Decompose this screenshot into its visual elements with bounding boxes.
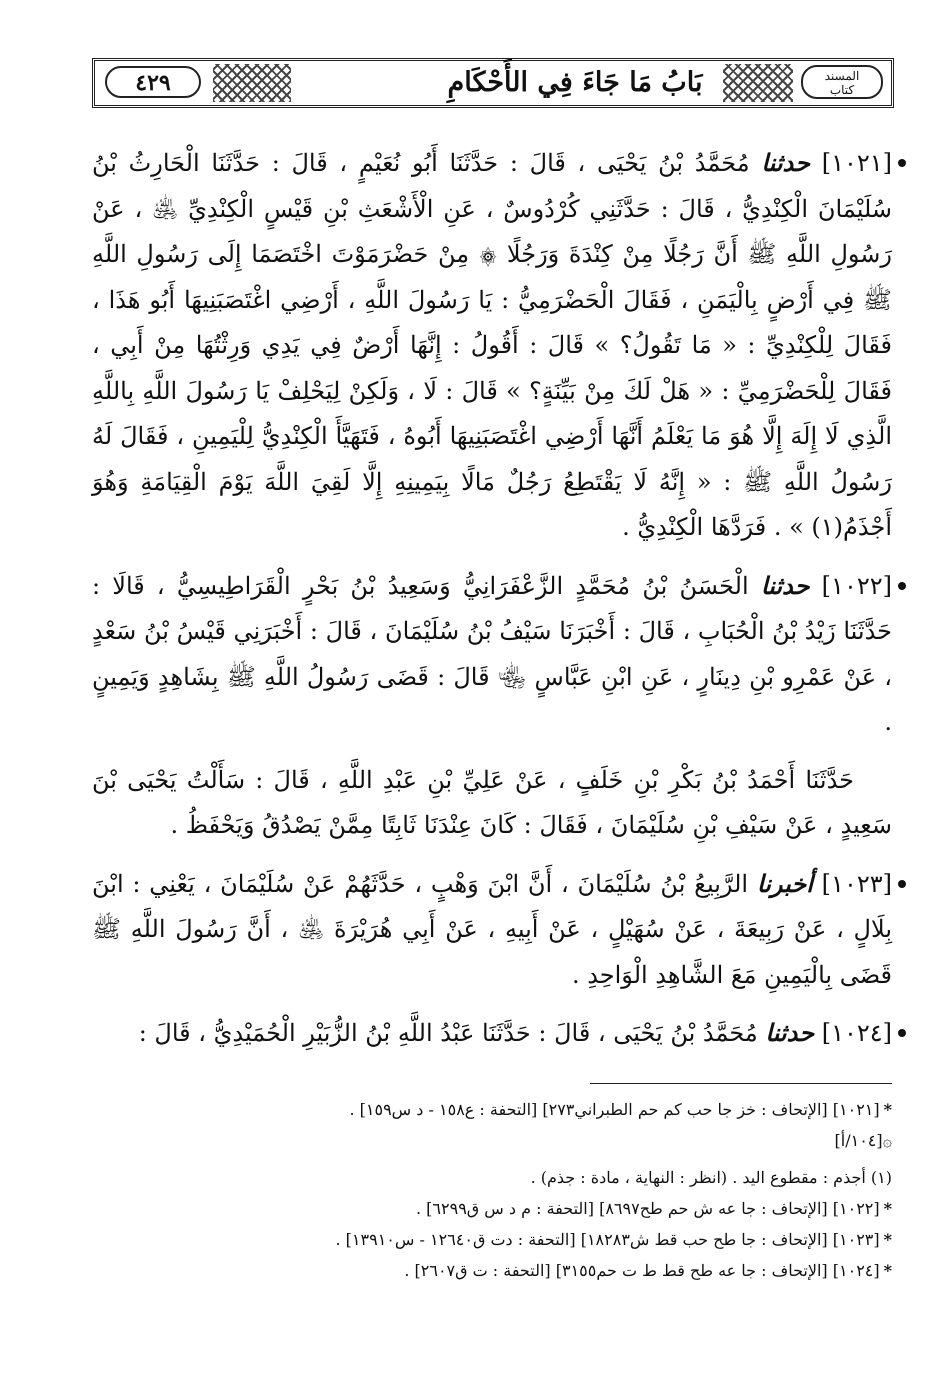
hadith-lead: حدثنا (765, 1018, 815, 1047)
footnote-1023 (180, 1224, 892, 1255)
logo-line-1: المسند (824, 69, 860, 83)
footnote-star: * (883, 1230, 892, 1249)
hadith-1024 (92, 1010, 892, 1057)
hadith-number: [١٠٢٢] (821, 571, 892, 600)
hadith-number: [١٠٢٤] (821, 1019, 892, 1047)
footnote-text: [١٠٢٤] [الإتحاف : جا عه طح قط ط ت حم٣١٥٥] [التحفة : ت ق٢٦٠٧] . (404, 1261, 880, 1280)
footnotes (180, 1094, 892, 1286)
footnote-definition (180, 1162, 892, 1193)
footnote-text: (١) أجذم : مقطوع اليد . (انظر : النهاية ، مادة : جذم) . (530, 1168, 892, 1187)
chapter-title: بَابُ مَا جَاءَ فِي الأَحْكَامِ (447, 67, 703, 98)
hadith-lead: حدثنا (761, 148, 810, 177)
footnote-divider (590, 1083, 892, 1084)
footnote-star: * (883, 1199, 892, 1218)
hadith-lead: أخبرنا (756, 868, 813, 898)
book-logo (801, 65, 883, 99)
footnote-1022 (180, 1193, 892, 1224)
hadith-text: الرَّبِيعُ بْنُ سُلَيْمَانَ ، أَنَّ ابْنَ وَهْبٍ ، حَدَّثَهُمْ عَنْ سُلَيْمَانَ ، يَعْنِي : ابْنَ بِلَالٍ ، عَنْ رَبِيعَةَ ، عَنْ سُهَيْلٍ ، عَنْ أَبِيهِ ، عَنْ أَبِي هُرَيْرَةَ ﵁ ، أَنَّ رَسُولَ اللَّهِ ﷺ قَضَى بِالْيَمِينِ مَعَ الشَّاهِدِ الْوَاحِدِ . (92, 869, 892, 989)
hadith-lead: حدثنا (760, 570, 810, 600)
footnote-star: * (883, 1261, 892, 1280)
footnote-text: [١٠٢١] [الإتحاف : خز جا حب كم حم الطبراني٢٧٣] [التحفة : ع١٥٨ - د س١٥٩] . (349, 1100, 880, 1119)
main-text (92, 140, 892, 1069)
note-text: حَدَّثَنَا أَحْمَدُ بْنُ بَكْرِ بْنِ خَلَفٍ ، عَنْ عَلِيِّ بْنِ عَبْدِ اللَّهِ ، قَالَ : سَأَلْتُ يَحْيَى بْنَ سَعِيدٍ ، عَنْ سَيْفِ بْنِ سُلَيْمَانَ ، فَقَالَ : كَانَ عِنْدَنَا ثَابِتًا مِمَّنْ يَصْدُقُ وَيَحْفَظُ . (92, 765, 892, 839)
ornament-left (213, 64, 291, 102)
hadith-number: [١٠٢١] (821, 149, 892, 177)
hadith-1022 (92, 563, 892, 746)
footnote-text: ۞[١٠٤/أ] (834, 1131, 892, 1150)
hadith-1021 (92, 140, 892, 551)
footnote-text: [١٠٢٢] [الإتحاف : جا عه ش حم طح٨٦٩٧] [التحفة : م د س ق٦٢٩٩] . (416, 1199, 880, 1218)
page-number: ٤٢٩ (105, 66, 201, 98)
hadith-text: مُحَمَّدُ بْنُ يَحْيَى ، قَالَ : حَدَّثَنَا عَبْدُ اللَّهِ بْنُ الزُّبَيْرِ الْحُمَيْدِيُّ ، قَالَ : (138, 1019, 766, 1047)
page-header (92, 58, 894, 108)
footnote-star: * (883, 1100, 892, 1119)
footnote-1021 (180, 1094, 892, 1125)
hadith-text: مُحَمَّدُ بْنُ يَحْيَى ، قَالَ : حَدَّثَنَا أَبُو نُعَيْمٍ ، قَالَ : حَدَّثَنَا الْحَارِثُ بْنُ سُلَيْمَانَ الْكِنْدِيُّ ، قَالَ : حَدَّثَنِي كُرْدُوسٌ ، عَنِ الْأَشْعَثِ بْنِ قَيْسٍ الْكِنْدِيِّ ﵁ ، عَنْ رَسُولِ اللَّهِ ﷺ أَنَّ رَجُلًا مِنْ كِنْدَةَ وَرَجُلًا ۞ مِنْ حَضْرَمَوْتَ اخْتَصَمَا إِلَى رَسُولِ اللَّهِ ﷺ فِي أَرْضٍ بِالْيَمَنِ ، فَقَالَ الْحَضْرَمِيُّ : يَا رَسُولَ اللَّهِ ، أَرْضِي اغْتَصَبَنِيهَا أَبُو هَذَا ، فَقَالَ لِلْكِنْدِيِّ : « مَا تَقُولُ؟ » قَالَ : أَقُولُ : إِنَّهَا أَرْضٌ فِي يَدِي وَرِثْتُهَا مِنْ أَبِي ، فَقَالَ لِلْحَضْرَمِيِّ : « هَلْ لَكَ مِنْ بَيِّنَةٍ؟ » قَالَ : لَا ، وَلَكِنْ لِيَحْلِفْ يَا رَسُولَ اللَّهِ بِاللَّهِ الَّذِي لَا إِلَهَ إِلَّا هُوَ مَا يَعْلَمُ أَنَّهَا أَرْضِي اغْتَصَبَنِيهَا أَبُوهُ ، فَتَهَيَّأَ الْكِنْدِيُّ لِلْيَمِينِ ، فَقَالَ لَهُ رَسُولُ اللَّهِ ﷺ : « إِنَّهُ لَا يَقْتَطِعُ رَجُلٌ مَالًا بِيَمِينِهِ إِلَّا لَقِيَ اللَّهَ يَوْمَ الْقِيَامَةِ وَهُوَ أَجْذَمُ(١) » . فَرَدَّهَا الْكِنْدِيُّ . (92, 149, 893, 541)
hadith-text: الْحَسَنُ بْنُ مُحَمَّدٍ الزَّعْفَرَانِيُّ وَسَعِيدُ بْنُ بَحْرٍ الْقَرَاطِيسِيُّ ، قَالَا : حَدَّثَنَا زَيْدُ بْنُ الْحُبَابِ ، قَالَ : أَخْبَرَنَا سَيْفُ بْنُ سُلَيْمَانَ ، قَالَ : أَخْبَرَنِي قَيْسُ بْنُ سَعْدٍ ، عَنْ عَمْرِو بْنِ دِينَارٍ ، عَنِ ابْنِ عَبَّاسٍ ﵄ قَالَ : قَضَى رَسُولُ اللَّهِ ﷺ بِشَاهِدٍ وَيَمِينٍ . (92, 571, 893, 736)
logo-line-2: كتاب (829, 83, 855, 97)
footnote-text: [١٠٢٣] [الإتحاف : جا طح حب قط ش١٨٢٨٣] [التحفة : دت ق١٢٦٤٠ - س١٣٩١٠] . (335, 1230, 880, 1249)
footnote-1024 (180, 1255, 892, 1286)
narrator-note (92, 758, 892, 849)
ornament-right (723, 64, 793, 102)
hadith-number: [١٠٢٣] (821, 869, 892, 898)
hadith-1023 (92, 861, 892, 999)
folio-marker (180, 1125, 892, 1156)
